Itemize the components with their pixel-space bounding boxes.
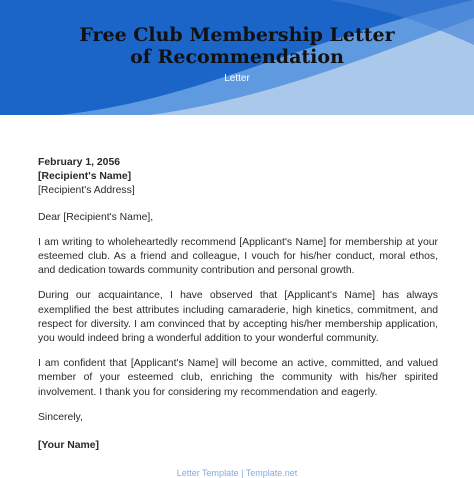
title-line-1: Free Club Membership Letter (79, 24, 395, 46)
closing: Sincerely, (38, 411, 83, 423)
letter-title (0, 24, 474, 68)
signature-name: [Your Name] (38, 440, 100, 452)
letter-body (38, 156, 438, 453)
recipient-name: [Recipient's Name] (38, 171, 132, 183)
footer-watermark: Letter Template | Template.net (176, 468, 298, 478)
title-line-2: of Recommendation (130, 46, 344, 68)
paragraph-3: I am confident that [Applicant's Name] will become an active, committed, and valued member of your esteemed club, enriching the community with his/her spirited involvement. I thank you for considering my recommendation and eagerly. (38, 358, 438, 398)
salutation: Dear [Recipient's Name], (38, 211, 154, 223)
letter-subtitle: Letter (224, 73, 250, 84)
letter-date: February 1, 2056 (38, 157, 121, 168)
recipient-address: [Recipient's Address] (38, 185, 135, 197)
letter-header (0, 0, 474, 115)
paragraph-1: I am writing to wholeheartedly recommend [Applicant's Name] for membership at your esteemed club. As a friend and colleague, I vouch for his/her conduct, moral ethos, and dedication towards community contribution and personal growth. (38, 236, 438, 277)
paragraph-2: During our acquaintance, I have observed that [Applicant's Name] has always exemplified the best attributes including camaraderie, high kinetics, commitment, and respect for diversity. I am convinced that by accepting his/her membership application, you would indeed bring a wonderful addition to your wonderful community. (38, 290, 438, 345)
